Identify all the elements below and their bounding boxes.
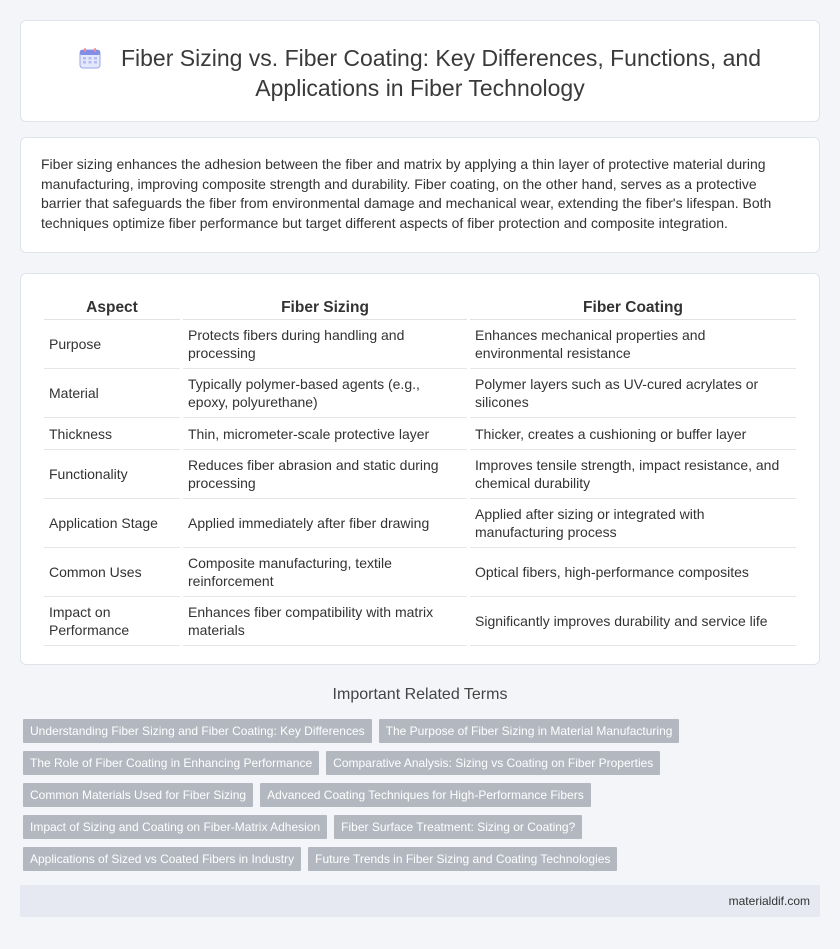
footer-bar [20, 885, 820, 917]
related-terms-list [23, 719, 803, 879]
tag-row [23, 847, 803, 879]
cell-coating: Improves tensile strength, impact resistance, and chemical durability [470, 450, 796, 499]
cell-aspect: Impact on Performance [44, 597, 180, 646]
table-row [44, 499, 796, 548]
cell-sizing: Typically polymer-based agents (e.g., epoxy, polyurethane) [183, 369, 467, 418]
cell-sizing: Applied immediately after fiber drawing [183, 499, 467, 548]
calendar-icon [79, 47, 101, 69]
cell-aspect: Purpose [44, 320, 180, 369]
table-row [44, 548, 796, 597]
tag-row [23, 815, 803, 847]
related-term-link[interactable]: Advanced Coating Techniques for High-Performance Fibers [260, 783, 591, 807]
related-term-link[interactable]: Future Trends in Fiber Sizing and Coating Technologies [308, 847, 617, 871]
table-row [44, 450, 796, 499]
header-fiber-coating: Fiber Coating [470, 296, 796, 320]
cell-sizing: Composite manufacturing, textile reinforcement [183, 548, 467, 597]
cell-aspect: Material [44, 369, 180, 418]
related-terms-title: Important Related Terms [332, 686, 508, 703]
header-card [20, 20, 820, 122]
table-row [44, 597, 796, 646]
related-term-link[interactable]: The Purpose of Fiber Sizing in Material Manufacturing [379, 719, 680, 743]
intro-card [20, 137, 820, 253]
page-title-wrap [21, 43, 819, 103]
related-term-link[interactable]: Applications of Sized vs Coated Fibers in Industry [23, 847, 301, 871]
cell-coating: Enhances mechanical properties and environmental resistance [470, 320, 796, 369]
comparison-table-card [20, 273, 820, 665]
cell-coating: Significantly improves durability and service life [470, 597, 796, 646]
cell-coating: Thicker, creates a cushioning or buffer layer [470, 418, 796, 450]
table-row [44, 418, 796, 450]
footer-site-link[interactable]: materialdif.com [728, 894, 810, 908]
cell-sizing: Enhances fiber compatibility with matrix materials [183, 597, 467, 646]
header-fiber-sizing: Fiber Sizing [183, 296, 467, 320]
header-aspect: Aspect [44, 296, 180, 320]
related-term-link[interactable]: Impact of Sizing and Coating on Fiber-Matrix Adhesion [23, 815, 327, 839]
related-term-link[interactable]: Fiber Surface Treatment: Sizing or Coating? [334, 815, 582, 839]
related-term-link[interactable]: Common Materials Used for Fiber Sizing [23, 783, 253, 807]
cell-coating: Polymer layers such as UV-cured acrylates or silicones [470, 369, 796, 418]
tag-row [23, 751, 803, 783]
table-row [44, 320, 796, 369]
related-term-link[interactable]: The Role of Fiber Coating in Enhancing Performance [23, 751, 319, 775]
cell-sizing: Protects fibers during handling and processing [183, 320, 467, 369]
cell-sizing: Thin, micrometer-scale protective layer [183, 418, 467, 450]
related-term-link[interactable]: Understanding Fiber Sizing and Fiber Coating: Key Differences [23, 719, 372, 743]
tag-row [23, 783, 803, 815]
comparison-table [41, 296, 799, 646]
intro-paragraph: Fiber sizing enhances the adhesion between the fiber and matrix by applying a thin layer of protective material during manufacturing, improving composite strength and durability. Fiber coating, on the other hand, serves as a protective barrier that safeguards the fiber from environmental damage and mechanical wear, extending the fiber's lifespan. Both techniques optimize fiber performance but target different aspects of fiber protection and composite integration. [41, 156, 772, 231]
cell-aspect: Application Stage [44, 499, 180, 548]
cell-aspect: Common Uses [44, 548, 180, 597]
table-header-row [44, 296, 796, 320]
page-title: Fiber Sizing vs. Fiber Coating: Key Differences, Functions, and Applications in Fiber Technology [120, 45, 762, 101]
cell-aspect: Thickness [44, 418, 180, 450]
related-term-link[interactable]: Comparative Analysis: Sizing vs Coating on Fiber Properties [326, 751, 660, 775]
cell-coating: Applied after sizing or integrated with manufacturing process [470, 499, 796, 548]
table-row [44, 369, 796, 418]
cell-sizing: Reduces fiber abrasion and static during processing [183, 450, 467, 499]
cell-coating: Optical fibers, high-performance composites [470, 548, 796, 597]
tag-row [23, 719, 803, 751]
cell-aspect: Functionality [44, 450, 180, 499]
